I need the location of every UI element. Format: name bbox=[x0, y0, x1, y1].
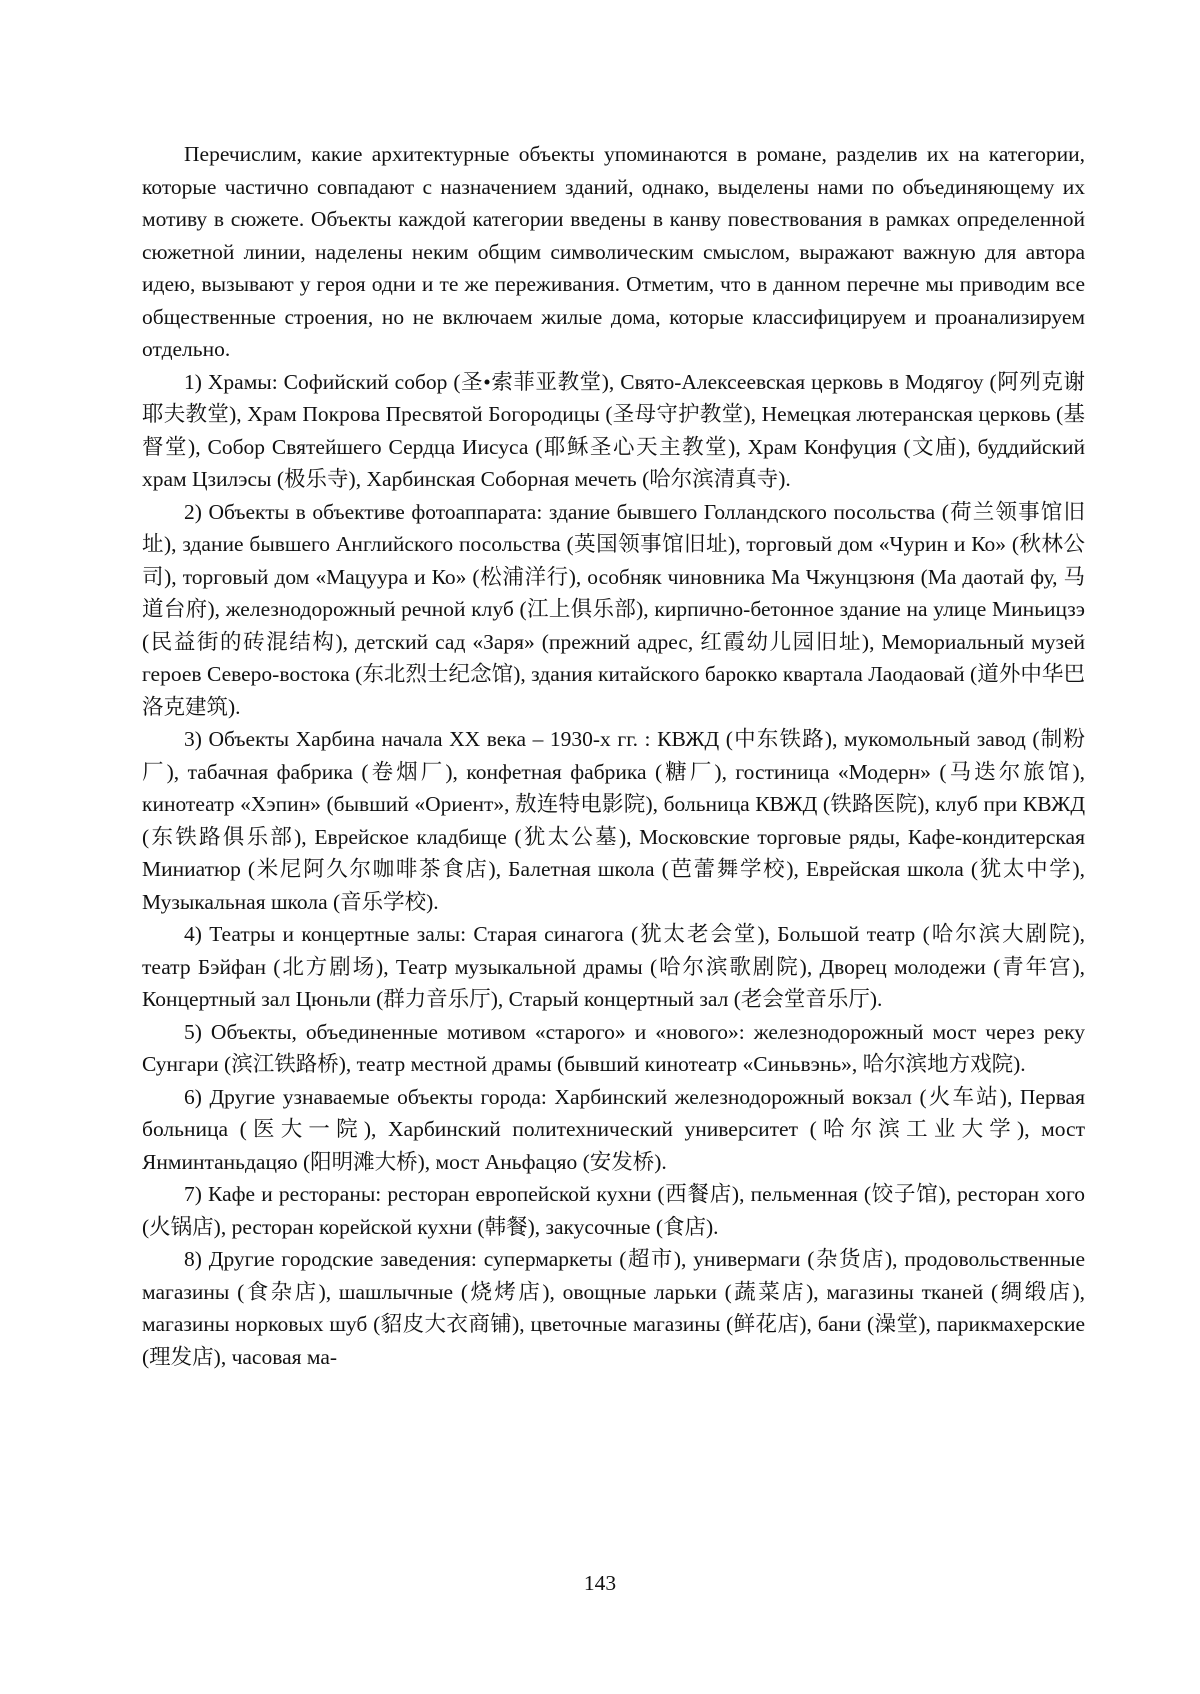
intro-paragraph: Перечислим, какие архитектурные объекты упоминаются в романе, разделив их на категории, которые частично совпадают с назначением зданий, однако, выделены нами по объединяющему их мотиву в сюжете. Объекты каждой категории введены в канву повествования в рамках определенной сюжетной линии, наделены неким общим символическим смыслом, выражают важную для автора идею, вызывают у героя одни и те же переживания. Отметим, что в данном перечне мы приводим все общественные строения, но не включаем жилые дома, которые классифицируем и проанализируем отдельно. bbox=[142, 142, 1085, 361]
list-item-other-venues: 8) Другие городские заведения: супермаркеты (超市), универмаги (杂货店), продовольственные магазины (食杂店), шашлычные (烧烤店), овощные ларьки (蔬菜店), магазины тканей (绸缎店), магазины норковых шуб (貂皮大衣商铺), цветочные магазины (鲜花店), бани (澡堂), парикмахерские (理发店), часовая ма- bbox=[142, 1247, 1085, 1369]
page-number: 143 bbox=[583, 1571, 617, 1595]
list-item-photo-objects: 2) Объекты в объективе фотоаппарата: здание бывшего Голландского посольства (荷兰领事馆旧址), здание бывшего Английского посольства (英国领事馆旧址), торговый дом «Чурин и Ко» (秋林公司), торговый дом «Мацуура и Ко» (松浦洋行), особняк чиновника Ма Чжунцзюня (Ма даотай фу, 马道台府), железнодорожный речной клуб (江上俱乐部), кирпично-бетонное здание на улице Миньицзэ (民益街的砖混结构), детский сад «Заря» (прежний адрес, 红霞幼儿园旧址), Мемориальный музей героев Северо-востока (东北烈士纪念馆), здания китайского барокко квартала Лаодаовай (道外中华巴洛克建筑). bbox=[142, 499, 1085, 719]
list-item-early-harbin: 3) Объекты Харбина начала XX века – 1930-х гг. : КВЖД (中东铁路), мукомольный завод (制粉厂), табачная фабрика (卷烟厂), конфетная фабрика (糖厂), гостиница «Модерн» (马迭尔旅馆), кинотеатр «Хэпин» (бывший «Ориент», 敖连特电影院), больница КВЖД (铁路医院), клуб при КВЖД (东铁路俱乐部), Еврейское кладбище (犹太公墓), Московские торговые ряды, Кафе-кондитерская Миниатюр (米尼阿久尔咖啡茶食店), Балетная школа (芭蕾舞学校), Еврейская школа (犹太中学), Музыкальная школа (音乐学校). bbox=[142, 727, 1085, 914]
list-item-temples: 1) Храмы: Софийский собор (圣•索菲亚教堂), Свято-Алексеевская церковь в Модягоу (阿列克谢耶夫教堂), Храм Покрова Пресвятой Богородицы (圣母守护教堂), Немецкая лютеранская церковь (基督堂), Собор Святейшего Сердца Иисуса (耶稣圣心天主教堂), Храм Конфуция (文庙), буддийский храм Цзилэсы (极乐寺), Харбинская Соборная мечеть (哈尔滨清真寺). bbox=[142, 369, 1085, 491]
list-item-theatres: 4) Театры и концертные залы: Старая синагога (犹太老会堂), Большой театр (哈尔滨大剧院), театр Бэйфан (北方剧场), Театр музыкальной драмы (哈尔滨歌剧院), Дворец молодежи (青年宫), Концертный зал Цюньли (群力音乐厅), Старый концертный зал (老会堂音乐厅). bbox=[142, 922, 1085, 1011]
list-item-cafes: 7) Кафе и рестораны: ресторан европейской кухни (西餐店), пельменная (饺子馆), ресторан хого (火锅店), ресторан корейской кухни (韩餐), закусочные (食店). bbox=[142, 1182, 1085, 1239]
list-item-old-new: 5) Объекты, объединенные мотивом «старого» и «нового»: железнодорожный мост через реку Сунгари (滨江铁路桥), театр местной драмы (бывший кинотеатр «Синьвэнь», 哈尔滨地方戏院). bbox=[142, 1019, 1085, 1076]
page-body bbox=[142, 138, 1085, 1373]
list-item-landmarks: 6) Другие узнаваемые объекты города: Харбинский железнодорожный вокзал (火车站), Первая больница (医大一院), Харбинский политехнический университет (哈尔滨工业大学), мост Янминтаньдацяо (阳明滩大桥), мост Аньфацяо (安发桥). bbox=[142, 1084, 1085, 1174]
